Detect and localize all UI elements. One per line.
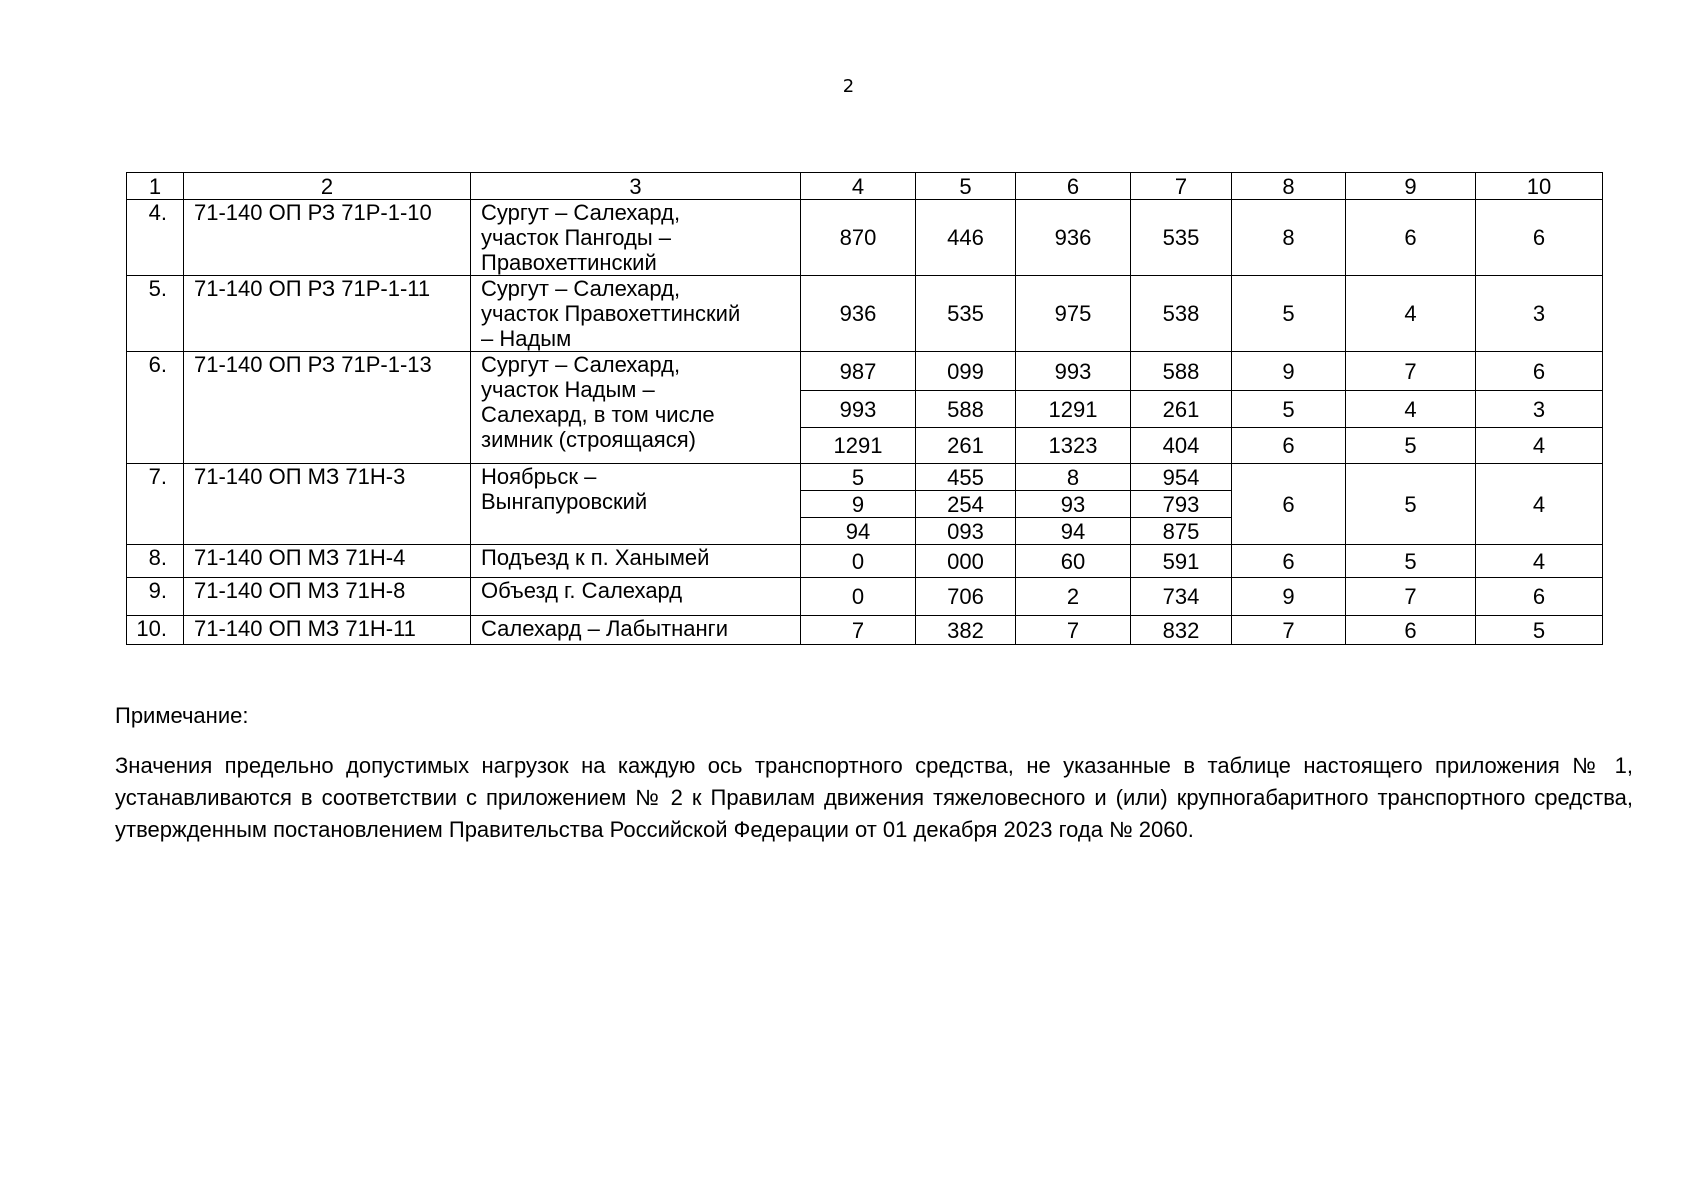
header-cell: 2: [184, 173, 471, 200]
road-name-line: Сургут – Салехард,: [481, 200, 681, 225]
row-number: 9.: [127, 578, 184, 616]
table-row: [127, 352, 1603, 391]
row-number: 8.: [127, 545, 184, 578]
table-row: [127, 464, 1603, 491]
value-cell: 936: [801, 276, 916, 352]
road-name-line: Салехард, в том числе: [481, 402, 715, 427]
value-cell: 60: [1016, 545, 1131, 578]
road-name: [471, 545, 801, 578]
road-name-line: Подъезд к п. Ханымей: [481, 545, 710, 570]
value-cell: 261: [1131, 391, 1232, 428]
value-cell: 6: [1346, 616, 1476, 645]
value-cell: 6: [1232, 464, 1346, 545]
value-cell: 4: [1476, 545, 1603, 578]
value-cell: 993: [801, 391, 916, 428]
value-cell: 987: [801, 352, 916, 391]
road-name-line: Ноябрьск –: [481, 464, 597, 489]
value-cell: 000: [916, 545, 1016, 578]
table-row: [127, 276, 1603, 352]
value-cell: 870: [801, 200, 916, 276]
value-cell: 706: [916, 578, 1016, 616]
value-cell: 6: [1476, 578, 1603, 616]
value-cell: 94: [1016, 518, 1131, 545]
value-cell: 4: [1346, 276, 1476, 352]
value-cell: 6: [1476, 352, 1603, 391]
value-cell: 261: [916, 428, 1016, 464]
value-cell: 4: [1346, 391, 1476, 428]
value-cell: 5: [1346, 428, 1476, 464]
value-cell: 5: [1346, 545, 1476, 578]
road-code: 71-140 ОП РЗ 71Р-1-10: [184, 200, 471, 276]
road-name-line: Салехард – Лабытнанги: [481, 616, 728, 641]
value-cell: 2: [1016, 578, 1131, 616]
value-cell: 954: [1131, 464, 1232, 491]
road-name-line: Объезд г. Салехард: [481, 578, 683, 603]
value-cell: 588: [1131, 352, 1232, 391]
header-cell: 9: [1346, 173, 1476, 200]
value-cell: 6: [1346, 200, 1476, 276]
value-cell: 9: [801, 491, 916, 518]
value-cell: 8: [1232, 200, 1346, 276]
value-cell: 5: [801, 464, 916, 491]
value-cell: 5: [1232, 276, 1346, 352]
table-row: [127, 616, 1603, 645]
road-name: [471, 616, 801, 645]
header-cell: 10: [1476, 173, 1603, 200]
note-label: Примечание:: [115, 703, 249, 728]
value-cell: 382: [916, 616, 1016, 645]
value-cell: 7: [1346, 352, 1476, 391]
value-cell: 7: [1346, 578, 1476, 616]
road-name-line: Вынгапуровский: [481, 489, 648, 514]
value-cell: 3: [1476, 276, 1603, 352]
value-cell: 6: [1232, 428, 1346, 464]
value-cell: 254: [916, 491, 1016, 518]
value-cell: 8: [1016, 464, 1131, 491]
road-load-table: [126, 172, 1603, 645]
header-cell: 8: [1232, 173, 1346, 200]
road-code: 71-140 ОП МЗ 71Н-3: [184, 464, 471, 545]
road-name: [471, 578, 801, 616]
page-number: 2: [842, 76, 855, 97]
road-code: 71-140 ОП МЗ 71Н-8: [184, 578, 471, 616]
road-name: [471, 200, 801, 276]
value-cell: 94: [801, 518, 916, 545]
road-name: [471, 352, 801, 464]
value-cell: 099: [916, 352, 1016, 391]
table-row: [127, 200, 1603, 276]
road-code: 71-140 ОП РЗ 71Р-1-13: [184, 352, 471, 464]
table-header-row: [127, 173, 1603, 200]
header-cell: 1: [127, 173, 184, 200]
table-row: [127, 578, 1603, 616]
road-code: 71-140 ОП РЗ 71Р-1-11: [184, 276, 471, 352]
road-name-line: участок Надым –: [481, 377, 655, 402]
value-cell: 535: [1131, 200, 1232, 276]
row-number: 7.: [127, 464, 184, 545]
value-cell: 6: [1476, 200, 1603, 276]
row-number: 4.: [127, 200, 184, 276]
value-cell: 591: [1131, 545, 1232, 578]
road-name-line: Правохеттинский: [481, 250, 657, 275]
note-text: Значения предельно допустимых нагрузок на каждую ось транспортного средства, не указанные в таблице настоящего приложения № 1, устанавливаются в соответствии с приложением № 2 к Правилам движения тяжеловесного и (или) крупногабаритного транспортного средства, утвержденным постановлением Правительства Российской Федерации от 01 декабря 2023 года № 2060.: [115, 753, 1633, 842]
row-number: 5.: [127, 276, 184, 352]
value-cell: 404: [1131, 428, 1232, 464]
road-name-line: Сургут – Салехард,: [481, 352, 681, 377]
road-name-line: участок Правохеттинский: [481, 301, 741, 326]
value-cell: 5: [1476, 616, 1603, 645]
value-cell: 3: [1476, 391, 1603, 428]
value-cell: 535: [916, 276, 1016, 352]
road-name: [471, 276, 801, 352]
value-cell: 7: [1016, 616, 1131, 645]
table-row: [127, 545, 1603, 578]
value-cell: 832: [1131, 616, 1232, 645]
header-cell: 7: [1131, 173, 1232, 200]
road-name-line: зимник (строящаяся): [481, 427, 696, 452]
value-cell: 0: [801, 578, 916, 616]
value-cell: 0: [801, 545, 916, 578]
value-cell: 5: [1232, 391, 1346, 428]
value-cell: 446: [916, 200, 1016, 276]
value-cell: 1291: [1016, 391, 1131, 428]
road-code: 71-140 ОП МЗ 71Н-4: [184, 545, 471, 578]
value-cell: 875: [1131, 518, 1232, 545]
row-number: 6.: [127, 352, 184, 464]
header-cell: 6: [1016, 173, 1131, 200]
road-name-line: участок Пангоды –: [481, 225, 671, 250]
road-name-line: – Надым: [481, 326, 572, 351]
value-cell: 975: [1016, 276, 1131, 352]
header-cell: 4: [801, 173, 916, 200]
value-cell: 7: [801, 616, 916, 645]
value-cell: 4: [1476, 464, 1603, 545]
value-cell: 538: [1131, 276, 1232, 352]
row-number: 10.: [127, 616, 184, 645]
value-cell: 9: [1232, 352, 1346, 391]
value-cell: 455: [916, 464, 1016, 491]
value-cell: 5: [1346, 464, 1476, 545]
value-cell: 7: [1232, 616, 1346, 645]
road-name-line: Сургут – Салехард,: [481, 276, 681, 301]
value-cell: 734: [1131, 578, 1232, 616]
value-cell: 1291: [801, 428, 916, 464]
value-cell: 4: [1476, 428, 1603, 464]
value-cell: 993: [1016, 352, 1131, 391]
value-cell: 6: [1232, 545, 1346, 578]
value-cell: 9: [1232, 578, 1346, 616]
value-cell: 1323: [1016, 428, 1131, 464]
value-cell: 93: [1016, 491, 1131, 518]
header-cell: 3: [471, 173, 801, 200]
header-cell: 5: [916, 173, 1016, 200]
value-cell: 936: [1016, 200, 1131, 276]
road-code: 71-140 ОП МЗ 71Н-11: [184, 616, 471, 645]
value-cell: 793: [1131, 491, 1232, 518]
value-cell: 093: [916, 518, 1016, 545]
value-cell: 588: [916, 391, 1016, 428]
road-name: [471, 464, 801, 545]
